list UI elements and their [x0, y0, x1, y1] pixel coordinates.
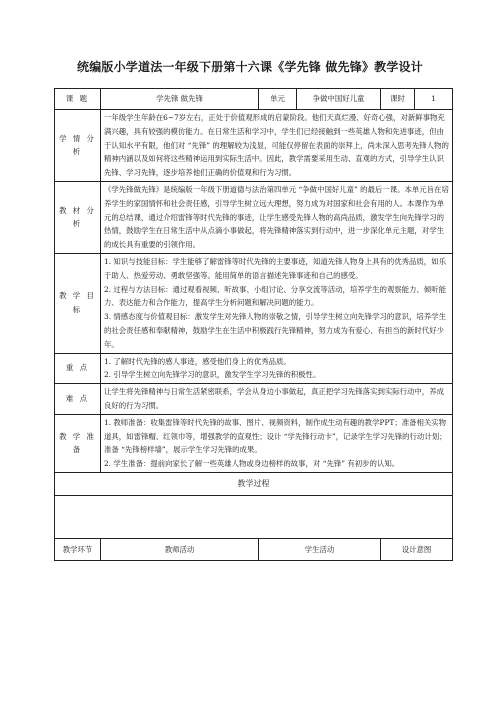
preparation-content [101, 414, 453, 472]
student-analysis-label: 学 情 分 析 [55, 110, 101, 182]
topic-label: 课 题 [55, 89, 101, 110]
key-points-label: 重 点 [55, 353, 101, 384]
objective-item: 3. 情感态度与价值观目标：激发学生对先锋人物的崇敬之情，引导学生树立向先锋学习的意识，培养学生的社会责任感和奉献精神，鼓励学生在生活中积极践行先锋精神，努力成为有爱心、有担当的新时代好少年。 [104, 312, 446, 349]
preparation-item: 1. 教师准备：收集雷锋等时代先锋的故事、图片、视频资料，制作成生动有趣的教学PPT；准备相关实物道具，如雷锋帽、红领巾等，增强教学的直观性；设计 “学先锋行动卡”，记录学生学习先锋的行动计划；准备 “先锋榜样墙”，展示学生学习先锋的成果。 [104, 417, 447, 455]
key-point-item: 2. 引导学生树立向先锋学习的意识，激发学生学习先锋的积极性。 [104, 370, 321, 380]
textbook-analysis-label: 教 材 分 析 [55, 181, 101, 253]
header-student-activity: 学生活动 [259, 538, 381, 560]
info-row [55, 89, 453, 110]
key-point-item: 1. 了解时代先锋的感人事迹，感受他们身上的优秀品质。 [104, 356, 291, 366]
difficulty-row [55, 384, 453, 415]
unit-value: 争做中国好儿童 [297, 89, 381, 110]
process-header-row [55, 538, 453, 560]
topic-value: 学先锋 做先锋 [101, 89, 259, 110]
key-points-row [55, 353, 453, 384]
process-title-row [55, 472, 453, 495]
objective-item: 2. 过程与方法目标：通过观看视频、听故事、小组讨论、分享交流等活动，培养学生的观察能力、倾听能力、表达能力和合作能力，提高学生分析问题和解决问题的能力。 [104, 284, 446, 308]
process-title: 教学过程 [55, 472, 453, 495]
objectives-label: 教 学 目 标 [55, 253, 101, 353]
textbook-analysis-text: 《学先锋做先锋》是统编版一年级下册道德与法治第四单元 “争做中国好儿童” 的最后一课。本单元旨在培养学生的家国情怀和社会责任感，引导学生树立远大理想，努力成为对国家和社会有用的人。本课作为单元的总结课，通过介绍雷锋等时代先锋的事迹，让学生感受先锋人物的高尚品质，激发学生向先锋学习的热情，鼓励学生在日常生活中从点滴小事做起，将先锋精神落实到行动中，进一步深化单元主题，对学生的成长具有重要的引领作用。 [101, 181, 453, 253]
hours-value: 1 [415, 89, 453, 110]
preparation-label: 教 学 准 备 [55, 414, 101, 472]
student-analysis-text: 一年级学生年龄在6~7岁左右，正处于价值观形成的启蒙阶段。他们天真烂漫、好奇心强，对新鲜事物充满兴趣，具有较强的模仿能力。在日常生活和学习中，学生们已经接触到一些英雄人物和先进事迹，但由于认知水平有限，他们对 “先锋” 的理解较为浅显，可能仅停留在表面的崇拜上，尚未深入思考先锋人物的精神内涵以及如何将这些精神运用到实际生活中。因此，教学需要采用生动、直观的方式，引导学生认识先锋、学习先锋，逐步培养他们正确的价值观和行为习惯。 [101, 110, 453, 182]
process-spacer [55, 495, 453, 538]
objectives-row [55, 253, 453, 353]
lesson-plan-table [54, 88, 453, 561]
header-teacher-activity: 教师活动 [101, 538, 259, 560]
header-design-intent: 设计意图 [381, 538, 453, 560]
textbook-analysis-row [55, 181, 453, 253]
preparation-row [55, 414, 453, 472]
key-points-content [101, 353, 453, 384]
difficulty-text: 让学生将先锋精神与日常生活紧密联系，学会从身边小事做起，真正把学习先锋落实到实际行动中，养成良好的行为习惯。 [101, 384, 453, 415]
difficulty-label: 难 点 [55, 384, 101, 415]
document-title: 统编版小学道法一年级下册第十六课《学先锋 做先锋》教学设计 [77, 60, 423, 74]
preparation-item: 2. 学生准备：提前向家长了解一些英雄人物或身边榜样的故事，对 “先锋” 有初步的认知。 [104, 459, 400, 469]
hours-label: 课时 [381, 89, 415, 110]
objective-item: 1. 知识与技能目标：学生能够了解雷锋等时代先锋的主要事迹，知道先锋人物身上具有的优秀品质，如乐于助人、热爱劳动、勇敢坚强等。能用简单的语言描述先锋事迹和自己的感受。 [104, 256, 446, 280]
unit-label: 单元 [259, 89, 297, 110]
objectives-content [101, 253, 453, 353]
header-stage: 教学环节 [55, 538, 101, 560]
process-spacer-row [55, 495, 453, 538]
student-analysis-row [55, 110, 453, 182]
